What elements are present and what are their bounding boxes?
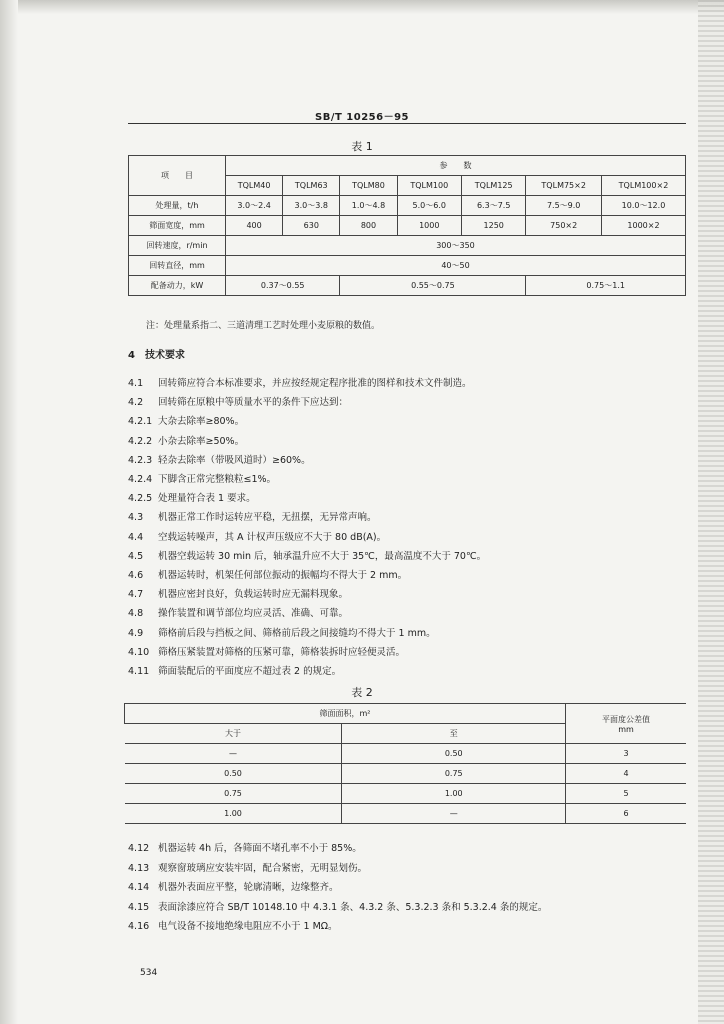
- clause-text: 筛格压紧装置对筛格的压紧可靠，筛格装拆时应轻便灵活。: [158, 646, 406, 658]
- table-row: [125, 744, 687, 764]
- standard-header: SB/T 10256－95: [315, 112, 409, 123]
- clause-text: 表面涂漆应符合 SB/T 10148.10 中 4.3.1 条、4.3.2 条、5.3.2.3 条和 5.3.2.4 条的规定。: [158, 901, 548, 913]
- clause-text: 机器空载运转 30 min 后，轴承温升应不大于 35℃，最高温度不大于 70℃。: [158, 550, 487, 562]
- clause-text: 小杂去除率≥50%。: [158, 435, 245, 447]
- clause-number: 4.13: [128, 862, 150, 874]
- clause-number: 4.9: [128, 627, 144, 639]
- table-row: [125, 784, 687, 804]
- clause-number: 4.14: [128, 882, 150, 893]
- cell: 630: [283, 216, 340, 236]
- cell: 0.75: [342, 764, 566, 784]
- clause-number: 4.12: [128, 843, 150, 854]
- table-row: [129, 236, 686, 256]
- header-rule: [128, 123, 686, 124]
- model-cell: TQLM100×2: [601, 176, 685, 196]
- col-to: 至: [342, 724, 566, 744]
- clause-text: 机器运转 4h 后，各筛面不堵孔率不小于 85%。: [158, 843, 362, 854]
- clause-text: 下脚含正常完整粮粒≤1%。: [158, 474, 277, 485]
- cell: 0.55～0.75: [340, 276, 526, 296]
- clause: [128, 879, 339, 893]
- clause-text: 机器运转时，机架任何部位振动的振幅均不得大于 2 mm。: [158, 570, 408, 581]
- cell: 10.0～12.0: [601, 196, 685, 216]
- cell: 1.00: [125, 804, 342, 824]
- clause-text: 回转筛在原粮中等质量水平的条件下应达到：: [158, 397, 349, 409]
- clause: [128, 375, 472, 389]
- clause-text: 机器外表面应平整，轮廓清晰，边缘整齐。: [158, 882, 339, 893]
- clause-number: 4.4: [128, 531, 144, 543]
- model-cell: TQLM80: [340, 176, 397, 196]
- table-row: [129, 276, 686, 296]
- table-row: [125, 804, 687, 824]
- clause-text: 机器正常工作时运转应平稳，无扭摆，无异常声响。: [158, 512, 377, 524]
- clause: [128, 548, 486, 562]
- cell: 1.0～4.8: [340, 196, 397, 216]
- table1-head-param: 参 数: [226, 156, 686, 176]
- cell: 0.75～1.1: [526, 276, 686, 296]
- clause: [128, 567, 407, 581]
- cell: 7.5～9.0: [526, 196, 602, 216]
- cell: 1.00: [342, 784, 566, 804]
- clause-text: 大杂去除率≥80%。: [158, 416, 245, 428]
- clause-number: 4.11: [128, 666, 150, 677]
- clause: [128, 490, 256, 504]
- table2-area-head: 筛面面积，m²: [125, 704, 566, 724]
- row-label: 筛面宽度，mm: [129, 216, 226, 236]
- cell: 800: [340, 216, 397, 236]
- clause-number: 4.2.4: [128, 474, 153, 485]
- clause: [128, 413, 244, 427]
- clause: [128, 625, 436, 639]
- table-row: [129, 256, 686, 276]
- model-cell: TQLM125: [461, 176, 525, 196]
- clause: [128, 899, 547, 913]
- cell: 3.0～2.4: [226, 196, 283, 216]
- clause-text: 筛格前后段与挡板之间、筛格前后段之间接缝均不得大于 1 mm。: [158, 627, 436, 639]
- model-cell: TQLM63: [283, 176, 340, 196]
- flat-head-label: 平面度公差值: [602, 714, 650, 724]
- table-row: [129, 196, 686, 216]
- clause-number: 4.2.1: [128, 416, 153, 428]
- clause-text: 回转筛应符合本标准要求，并应按经规定程序批准的图样和技术文件制造。: [158, 378, 472, 389]
- clause-text: 电气设备不接地绝缘电阻应不小于 1 MΩ。: [158, 921, 338, 932]
- flat-head-unit: mm: [618, 724, 634, 734]
- cell: 5: [566, 784, 687, 804]
- cell: 4: [566, 764, 687, 784]
- clause: [128, 452, 311, 466]
- col-gt: 大于: [125, 724, 342, 744]
- clause: [128, 840, 362, 854]
- clause: [128, 918, 338, 932]
- cell: 0.75: [125, 784, 342, 804]
- clause: [128, 433, 244, 447]
- clause-text: 操作装置和调节部位均应灵活、准确、可靠。: [158, 608, 349, 620]
- table2-caption: 表 2: [351, 686, 373, 699]
- clause-number: 4.5: [128, 550, 144, 562]
- clause-number: 4.15: [128, 901, 150, 913]
- cell: 750×2: [526, 216, 602, 236]
- clause-number: 4.6: [128, 570, 144, 581]
- table1: [128, 155, 686, 296]
- model-cell: TQLM40: [226, 176, 283, 196]
- clause-number: 4.3: [128, 512, 144, 524]
- clause-number: 4.2.2: [128, 435, 153, 447]
- clause-number: 4.2.3: [128, 454, 153, 466]
- table1-note: 注：处理量系指二、三道清理工艺时处理小麦原粮的数值。: [146, 321, 381, 331]
- cell: 0.37～0.55: [226, 276, 340, 296]
- table-row: [125, 764, 687, 784]
- cell: 40～50: [226, 256, 686, 276]
- cell: 1250: [461, 216, 525, 236]
- scan-shadow-top: [0, 0, 724, 14]
- cell: 3.0～3.8: [283, 196, 340, 216]
- clause: [128, 586, 348, 600]
- cell: 0.50: [342, 744, 566, 764]
- model-cell: TQLM75×2: [526, 176, 602, 196]
- clause-number: 4.2: [128, 397, 144, 409]
- clause-text: 筛面装配后的平面度应不超过表 2 的规定。: [158, 666, 342, 677]
- row-label: 回转速度，r/min: [129, 236, 226, 256]
- clause-number: 4.1: [128, 378, 144, 389]
- clause: [128, 471, 276, 485]
- cell: 1000: [397, 216, 461, 236]
- clause-number: 4.2.5: [128, 493, 153, 505]
- page-number: 534: [140, 968, 158, 978]
- table-row: [129, 216, 686, 236]
- cell: 3: [566, 744, 687, 764]
- row-label: 配备动力，kW: [129, 276, 226, 296]
- clause: [128, 529, 386, 543]
- cell: 6: [566, 804, 687, 824]
- clause-text: 处理量符合表 1 要求。: [158, 493, 256, 505]
- clause-text: 观察窗玻璃应安装牢固，配合紧密，无明显划伤。: [158, 862, 368, 874]
- clause: [128, 860, 367, 874]
- cell: 400: [226, 216, 283, 236]
- cell: 1000×2: [601, 216, 685, 236]
- clause: [128, 509, 377, 523]
- clause-number: 4.10: [128, 646, 150, 658]
- row-label: 回转直径，mm: [129, 256, 226, 276]
- clause-number: 4.7: [128, 589, 144, 601]
- cell: 300～350: [226, 236, 686, 256]
- model-cell: TQLM100: [397, 176, 461, 196]
- clause: [128, 605, 348, 619]
- cell: —: [342, 804, 566, 824]
- clause: [128, 394, 348, 408]
- clause-number: 4.16: [128, 921, 150, 932]
- clause-number: 4.8: [128, 608, 144, 620]
- cell: 0.50: [125, 764, 342, 784]
- table1-caption: 表 1: [351, 140, 373, 153]
- row-label: 处理量，t/h: [129, 196, 226, 216]
- section-title: 4 技术要求: [128, 350, 185, 361]
- clause-text: 机器应密封良好，负载运转时应无漏料现象。: [158, 589, 349, 601]
- cell: 5.0～6.0: [397, 196, 461, 216]
- cell: —: [125, 744, 342, 764]
- table2: [124, 703, 686, 824]
- table1-head-item: 项 目: [129, 156, 226, 196]
- clause: [128, 644, 405, 658]
- clause-text: 空载运转噪声，其 A 计权声压级应不大于 80 dB(A)。: [158, 531, 387, 543]
- table2-flat-head: [566, 704, 687, 744]
- clause: [128, 663, 341, 677]
- cell: 6.3～7.5: [461, 196, 525, 216]
- clause-text: 轻杂去除率（带吸风道时）≥60%。: [158, 454, 311, 466]
